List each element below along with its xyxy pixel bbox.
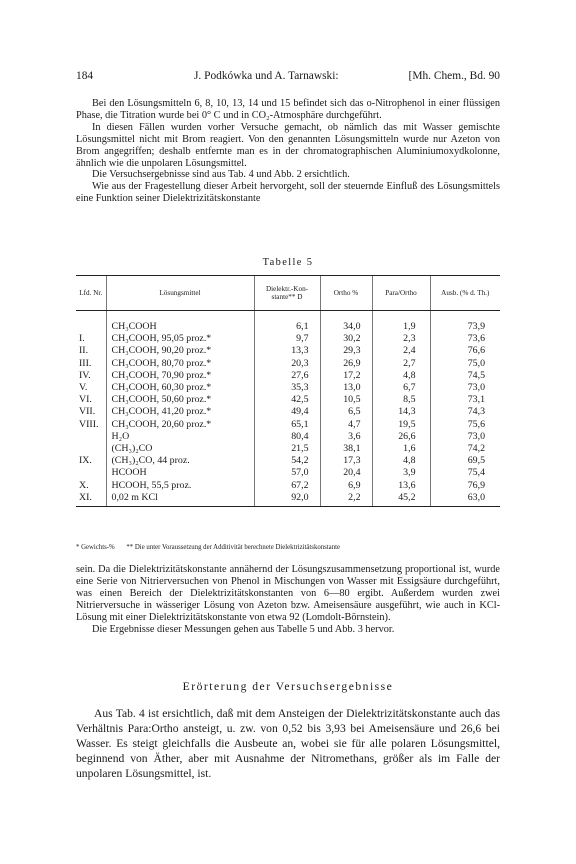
- cell-ortho: 17,3: [320, 455, 372, 467]
- cell-dielectric: 13,3: [254, 345, 320, 357]
- header-nr: Lfd. Nr.: [76, 276, 106, 311]
- cell-para-ortho: 13,6: [372, 479, 430, 491]
- cell-yield: 73,6: [430, 333, 500, 345]
- cell-dielectric: 6,1: [254, 321, 320, 333]
- cell-dielectric: 49,4: [254, 406, 320, 418]
- cell-dielectric: 54,2: [254, 455, 320, 467]
- cell-dielectric: 80,4: [254, 431, 320, 443]
- table-row: [76, 406, 500, 418]
- table-header-row: [76, 276, 500, 311]
- cell-ortho: 6,9: [320, 479, 372, 491]
- header-dielectric: Dielektr.-Kon-stante** D: [254, 276, 320, 311]
- cell-solvent: (CH₃)₂CO, 44 proz.: [106, 455, 254, 467]
- cell-yield: 73,0: [430, 382, 500, 394]
- cell-yield: 63,0: [430, 492, 500, 507]
- cell-nr: I.: [79, 333, 85, 345]
- cell-para-ortho: 26,6: [372, 431, 430, 443]
- cell-yield: 73,0: [430, 431, 500, 443]
- header-authors: J. Podkówka und A. Tarnawski:: [194, 70, 339, 82]
- table-row: [76, 419, 500, 431]
- table-row: [76, 431, 500, 443]
- table-row: [76, 333, 500, 345]
- cell-solvent: HCOOH: [106, 467, 254, 479]
- cell-ortho: 38,1: [320, 443, 372, 455]
- intro-paragraph: Bei den Lösungsmitteln 6, 8, 10, 13, 14 und 15 befindet sich das o-Nitrophenol in einer flüssigen Phase, die Titration wurde bei 0° C und in CO₂-Atmosphäre durchgeführt.: [76, 98, 500, 121]
- cell-yield: 73,1: [430, 394, 500, 406]
- cell-solvent: CH₃COOH: [106, 321, 254, 333]
- header-yield: Ausb. (% d. Th.): [430, 276, 500, 311]
- cell-yield: 75,0: [430, 358, 500, 370]
- intro-text: [76, 98, 500, 205]
- cell-nr: IX.: [79, 455, 92, 467]
- cell-nr: [76, 467, 106, 479]
- table-footnote: [76, 544, 500, 551]
- cell-para-ortho: 1,9: [372, 321, 430, 333]
- cell-dielectric: 92,0: [254, 492, 320, 507]
- cell-solvent: CH₃COOH, 20,60 proz.*: [106, 419, 254, 431]
- cell-solvent: 0,02 m KCl: [106, 492, 254, 507]
- cell-yield: 75,6: [430, 419, 500, 431]
- cell-para-ortho: 45,2: [372, 492, 430, 507]
- cell-ortho: 30,2: [320, 333, 372, 345]
- body-paragraph: Die Ergebnisse dieser Messungen gehen aus Tabelle 5 und Abb. 3 hervor.: [92, 623, 395, 635]
- section-heading: Erörterung der Versuchsergebnisse: [182, 680, 394, 693]
- table-row: [76, 467, 500, 479]
- cell-dielectric: 65,1: [254, 419, 320, 431]
- cell-ortho: 34,0: [320, 321, 372, 333]
- cell-yield: 69,5: [430, 455, 500, 467]
- results-table: [76, 275, 500, 507]
- cell-dielectric: 21,5: [254, 443, 320, 455]
- table-row: [76, 492, 500, 507]
- cell-yield: 76,6: [430, 345, 500, 357]
- cell-nr: [76, 443, 106, 455]
- cell-dielectric: 20,3: [254, 358, 320, 370]
- cell-solvent: CH₃COOH, 60,30 proz.*: [106, 382, 254, 394]
- page-number: 184: [76, 70, 94, 82]
- cell-yield: 74,5: [430, 370, 500, 382]
- cell-nr: II.: [79, 345, 89, 357]
- header-para-ortho: Para/Ortho: [372, 276, 430, 311]
- cell-dielectric: 35,3: [254, 382, 320, 394]
- cell-nr: VI.: [79, 394, 92, 406]
- intro-paragraph: In diesen Fällen wurden vorher Versuche gemacht, ob nämlich das mit Wasser gemischte Lösungsmittel nicht mit Brom reagiert. Von den genannten Lösungsmitteln wurde nur Azeton von Brom angegriffen; deshalb entfernte man es in der chromatographischen Aluminiumoxydkolonne, ähnlich wie die unpolaren Lösungsmittel.: [76, 121, 500, 169]
- footnote-dielectric: ** Die unter Voraussetzung der Additivität berechnete Dielektrizitätskonstante: [126, 544, 341, 551]
- cell-dielectric: 27,6: [254, 370, 320, 382]
- table-row: [76, 370, 500, 382]
- section-paragraph: Aus Tab. 4 ist ersichtlich, daß mit dem Ansteigen der Dielektrizitätskonstante auch das Verhältnis Para:Ortho ansteigt, u. zw. von 0,52 bis 3,93 bei Ameisensäure und 26,6 bei Wasser. Es steigt gleichfalls die Ausbeute an, wobei sie für alle polaren Lösungsmittel, beginnend von Äther, aber mit Ausnahme der Nitromethans, größer als im Falle der unpolaren Lösungsmittel, ist.: [76, 707, 500, 780]
- cell-dielectric: 9,7: [254, 333, 320, 345]
- cell-para-ortho: 3,9: [372, 467, 430, 479]
- intro-paragraph: Wie aus der Fragestellung dieser Arbeit hervorgeht, soll der steuernde Einfluß des Lösungsmittels eine Funktion seiner Dielektrizitätskonstante: [76, 181, 500, 205]
- cell-ortho: 17,2: [320, 370, 372, 382]
- cell-nr: VIII.: [79, 418, 99, 430]
- table-row: [76, 345, 500, 357]
- table-row: [76, 455, 500, 467]
- cell-solvent: CH₃COOH, 80,70 proz.*: [106, 358, 254, 370]
- cell-yield: 73,9: [430, 321, 500, 333]
- cell-ortho: 2,2: [320, 492, 372, 507]
- cell-solvent: CH₃COOH, 90,20 proz.*: [106, 345, 254, 357]
- cell-para-ortho: 14,3: [372, 406, 430, 418]
- table-spacer-row: [76, 311, 500, 322]
- cell-ortho: 3,6: [320, 431, 372, 443]
- cell-nr: V.: [79, 382, 88, 394]
- table-row: [76, 358, 500, 370]
- cell-para-ortho: 1,6: [372, 443, 430, 455]
- cell-nr: [76, 431, 106, 443]
- section-text: [76, 707, 500, 782]
- table-caption: Tabelle 5: [262, 257, 314, 268]
- table-row: [76, 479, 500, 491]
- cell-solvent: CH₃COOH, 41,20 proz.*: [106, 406, 254, 418]
- cell-yield: 75,4: [430, 467, 500, 479]
- cell-ortho: 4,7: [320, 419, 372, 431]
- cell-dielectric: 67,2: [254, 479, 320, 491]
- after-table-text: [76, 564, 500, 635]
- cell-ortho: 6,5: [320, 406, 372, 418]
- cell-nr: III.: [79, 357, 92, 369]
- cell-ortho: 20,4: [320, 467, 372, 479]
- header-journal: [Mh. Chem., Bd. 90: [408, 70, 500, 82]
- cell-dielectric: 57,0: [254, 467, 320, 479]
- cell-para-ortho: 19,5: [372, 419, 430, 431]
- cell-dielectric: 42,5: [254, 394, 320, 406]
- cell-nr: IV.: [79, 369, 91, 381]
- cell-para-ortho: 6,7: [372, 382, 430, 394]
- cell-para-ortho: 2,7: [372, 358, 430, 370]
- cell-ortho: 13,0: [320, 382, 372, 394]
- header-solvent: Lösungsmittel: [106, 276, 254, 311]
- table-row: [76, 443, 500, 455]
- cell-nr: XI.: [76, 492, 106, 507]
- table-row: [76, 321, 500, 333]
- cell-solvent: CH₃COOH, 95,05 proz.*: [106, 333, 254, 345]
- cell-yield: 76,9: [430, 479, 500, 491]
- cell-ortho: 29,3: [320, 345, 372, 357]
- header-ortho: Ortho %: [320, 276, 372, 311]
- body-paragraph: sein. Da die Dielektrizitätskonstante annähernd der Lösungszusammensetzung proportional ist, wurde eine Serie von Nitrierversuchen von Phenol in Mischungen von Wasser mit Essigsäure durchgeführt, was einen Bereich der Dielektrizitätskonstanten von 6—80 ergibt. Außerdem wurden zwei Nitrierversuche in wässeriger Lösung von Azeton bzw. Ameisensäure ausgeführt, wie auch in KCl-Lösung mit einer Dielektrizitätskonstante von etwa 92 (Lomdolt-Börnstein).: [76, 564, 500, 623]
- cell-yield: 74,2: [430, 443, 500, 455]
- running-header: [76, 70, 500, 86]
- intro-paragraph: Die Versuchsergebnisse sind aus Tab. 4 und Abb. 2 ersichtlich.: [92, 169, 350, 181]
- cell-para-ortho: 2,3: [372, 333, 430, 345]
- cell-para-ortho: 4,8: [372, 370, 430, 382]
- cell-nr: X.: [79, 479, 89, 491]
- cell-nr: VII.: [79, 406, 96, 418]
- footnote-weight: * Gewichts-%: [76, 544, 115, 551]
- cell-solvent: (CH₃)₂CO: [106, 443, 254, 455]
- table-row: [76, 394, 500, 406]
- cell-yield: 74,3: [430, 406, 500, 418]
- cell-para-ortho: 4,8: [372, 455, 430, 467]
- cell-para-ortho: 8,5: [372, 394, 430, 406]
- cell-solvent: H₂O: [106, 431, 254, 443]
- cell-nr: [76, 321, 106, 333]
- cell-ortho: 10,5: [320, 394, 372, 406]
- table-row: [76, 382, 500, 394]
- cell-solvent: CH₃COOH, 50,60 proz.*: [106, 394, 254, 406]
- cell-solvent: HCOOH, 55,5 proz.: [106, 479, 254, 491]
- cell-solvent: CH₃COOH, 70,90 proz.*: [106, 370, 254, 382]
- cell-para-ortho: 2,4: [372, 345, 430, 357]
- cell-ortho: 26,9: [320, 358, 372, 370]
